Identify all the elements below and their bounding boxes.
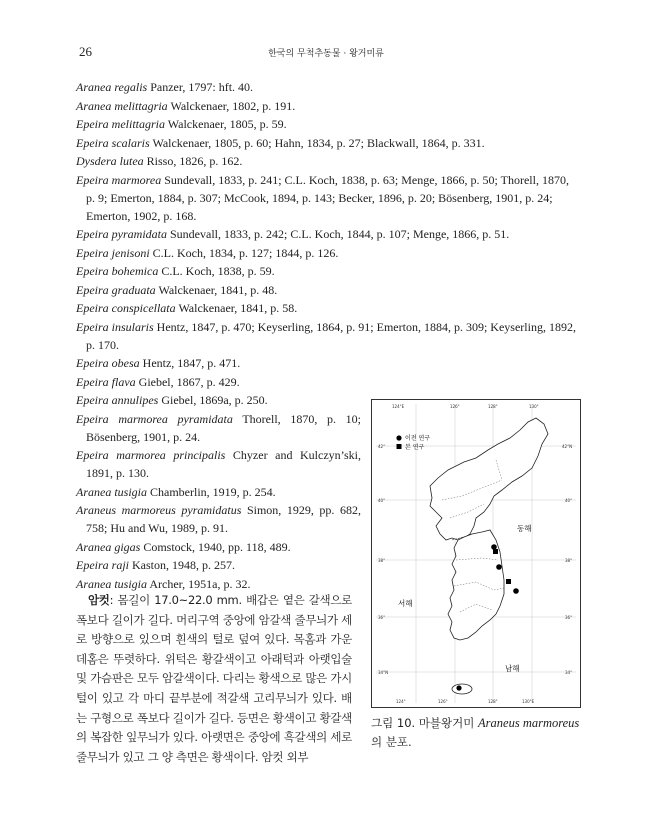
taxon-citation: Walckenaer, 1841, p. 48.: [155, 282, 278, 297]
taxon-name: Araneus marmoreus pyramidatus: [76, 503, 242, 517]
taxon-citation: Archer, 1951a, p. 32.: [147, 576, 251, 591]
taxon-name: Aranea tusigia: [76, 484, 147, 499]
taxon-name: Epeira raji: [76, 558, 129, 572]
legend-previous-study: 이전 연구: [405, 435, 431, 442]
tick-right-5: 34°: [565, 670, 573, 675]
sea-label-south: 남해: [505, 664, 520, 673]
tick-top-1: 124°E: [392, 404, 405, 409]
distribution-map: [371, 399, 581, 708]
taxon-citation: Walckenaer, 1802, p. 191.: [167, 98, 296, 113]
taxon-citation: Comstock, 1940, pp. 118, 489.: [140, 539, 291, 554]
taxon-name: Epeira obesa: [76, 356, 140, 370]
record-circle: [496, 564, 502, 570]
tick-bottom-1: 124°: [396, 699, 406, 704]
taxon-citation: Chyzer and Kulczyn’ski, 1891, p. 130.: [86, 448, 361, 480]
caption-suffix: 의 분포.: [371, 735, 412, 749]
sea-label-west: 서해: [398, 599, 413, 608]
female-description: [76, 591, 352, 767]
synonym-entry: [76, 97, 578, 115]
taxon-citation: C.L. Koch, 1834, p. 127; 1844, p. 126.: [149, 245, 339, 260]
taxon-name: Epeira annulipes: [76, 393, 159, 407]
tick-right-2: 40°: [565, 498, 573, 503]
taxon-citation: Giebel, 1867, p. 429.: [135, 374, 240, 389]
tick-right-3: 38°: [565, 558, 573, 563]
taxon-name: Aranea regalis: [76, 80, 148, 94]
tick-right-4: 36°: [565, 615, 573, 620]
taxon-name: Epeira graduata: [76, 282, 156, 297]
synonym-entry: [76, 171, 578, 225]
tick-left-1: 42°: [378, 444, 386, 449]
synonym-entry: [76, 501, 361, 537]
jeju-island: [452, 684, 472, 694]
legend-square-marker: [397, 444, 402, 449]
synonym-entry: [76, 354, 578, 372]
synonym-entry: [76, 262, 578, 280]
taxon-name: Epeira marmorea: [76, 172, 162, 187]
synonym-entry: [76, 134, 578, 152]
tick-bottom-4: 130°E: [522, 699, 535, 704]
tick-bottom-2: 126°: [438, 699, 448, 704]
taxon-name: Epeira flava: [76, 374, 136, 389]
record-circle: [491, 544, 497, 550]
tick-top-3: 128°: [488, 404, 498, 409]
taxon-citation: Hentz, 1847, p. 470; Keyserling, 1864, p. 91; Emerton, 1884, p. 309; Keyserling, 1892, p. 170.: [86, 319, 576, 352]
record-square: [506, 579, 511, 584]
taxon-citation: Panzer, 1797: hft. 40.: [147, 80, 254, 94]
taxon-citation: Simon, 1929, pp. 682, 758; Hu and Wu, 1989, p. 91.: [86, 503, 362, 535]
taxon-citation: Risso, 1826, p. 162.: [143, 154, 243, 168]
synonym-entry: [76, 281, 578, 299]
taxon-name: Aranea tusigia: [76, 576, 147, 591]
sea-label-east: 동해: [517, 524, 532, 533]
taxon-name: Epeira jenisoni: [76, 245, 150, 260]
tick-left-5: 34°N: [378, 670, 389, 675]
legend-circle-marker: [396, 435, 401, 440]
taxon-name: Epeira pyramidata: [76, 227, 167, 241]
taxon-name: Epeira conspicellata: [76, 301, 176, 315]
tick-right-1: 42°N: [562, 444, 573, 449]
taxon-citation: Walckenaer, 1805, p. 59.: [165, 117, 287, 131]
record-circle: [513, 588, 519, 594]
taxon-name: Dysdera lutea: [76, 154, 144, 168]
tick-top-2: 126°: [450, 404, 460, 409]
caption-species: Araneus marmoreus: [478, 716, 580, 730]
description-text: : 몸길이 17.0~22.0 mm. 배갑은 옅은 갈색으로 폭보다 길이가 길다. 머리구역 중앙에 암갈색 줄무늬가 세로 방향으로 있으며 흰색의 털로 덮여 있다. 목홈과 가운데홈은 뚜렷하다. 위턱은 황갈색이고 아래턱과 아랫입술 및 가슴판은 모두 암갈색이다. 다리는 황색으로 많은 가시털이 있고 각 마디 끝부분에 적갈색 고리무늬가 있다. 배는 구형으로 폭보다 길이가 길다. 등면은 황색이고 황갈색의 복잡한 잎무늬가 있다. 아랫면은 중앙에 흑갈색의 세로줄무늬가 있고 그 양 측면은 황색이다. 암컷 외부: [76, 593, 352, 764]
synonym-entry: [76, 225, 578, 243]
taxon-name: Epeira melittagria: [76, 117, 165, 131]
taxon-citation: Walckenaer, 1841, p. 58.: [175, 301, 298, 315]
record-square: [493, 549, 498, 554]
taxon-name: Aranea gigas: [76, 539, 141, 554]
korea-map-svg: [372, 400, 580, 707]
tick-left-2: 40°: [378, 498, 386, 503]
taxon-citation: Kaston, 1948, p. 257.: [129, 558, 235, 572]
tick-bottom-3: 128°: [488, 699, 498, 704]
taxon-name: Epeira bohemica: [76, 264, 159, 278]
description-label: 암컷: [88, 593, 110, 607]
taxon-citation: Thorell, 1870, p. 10; Bösenberg, 1901, p. 24.: [86, 411, 362, 444]
taxon-name: Epeira marmorea principalis: [76, 448, 226, 462]
taxon-citation: Sundevall, 1833, p. 241; C.L. Koch, 1838, p. 63; Menge, 1866, p. 50; Thorell, 1870, p. 9; Emerton, 1884, p. 307; McCook, 1894, p. 143; Becker, 1896, p. 20; Bösenberg, 1901, p. 24; Emerton, 1902, p. 168.: [86, 172, 569, 223]
figure-caption: [371, 714, 581, 752]
taxon-name: Epeira insularis: [76, 319, 154, 334]
taxon-citation: Sundevall, 1833, p. 242; C.L. Koch, 1844, p. 107; Menge, 1866, p. 51.: [167, 227, 510, 241]
synonym-entry: [76, 244, 578, 262]
synonym-entry: [76, 152, 578, 170]
running-header: 한국의 무척추동물 · 왕거미류: [268, 49, 384, 59]
taxon-name: Epeira scalaris: [76, 135, 150, 150]
synonym-entry: [76, 299, 578, 317]
taxon-citation: Chamberlin, 1919, p. 254.: [147, 484, 276, 499]
taxon-citation: Walckenaer, 1805, p. 60; Hahn, 1834, p. 27; Blackwall, 1864, p. 331.: [149, 135, 485, 150]
taxon-name: Aranea melittagria: [76, 98, 168, 113]
north-korea-outline: [430, 418, 548, 540]
legend-this-study: 본 연구: [405, 444, 425, 451]
taxon-name: Epeira marmorea pyramidata: [76, 411, 233, 426]
page-number: 26: [79, 44, 92, 59]
tick-left-4: 36°: [378, 615, 386, 620]
tick-left-3: 38°: [378, 558, 386, 563]
taxon-citation: Hentz, 1847, p. 471.: [139, 356, 241, 370]
tick-top-4: 130°: [529, 404, 539, 409]
synonym-entry: [76, 373, 578, 391]
synonym-entry: [76, 483, 361, 501]
synonym-entry: [76, 446, 361, 482]
synonym-entry: [76, 318, 578, 354]
record-circle: [456, 685, 461, 690]
caption-prefix: 그림 10. 마블왕거미: [371, 716, 479, 730]
taxon-citation: Giebel, 1869a, p. 250.: [158, 393, 268, 407]
taxon-citation: C.L. Koch, 1838, p. 59.: [158, 264, 275, 278]
synonym-entry: [76, 115, 578, 133]
synonym-entry: [76, 410, 361, 446]
synonym-entry: [76, 78, 578, 96]
